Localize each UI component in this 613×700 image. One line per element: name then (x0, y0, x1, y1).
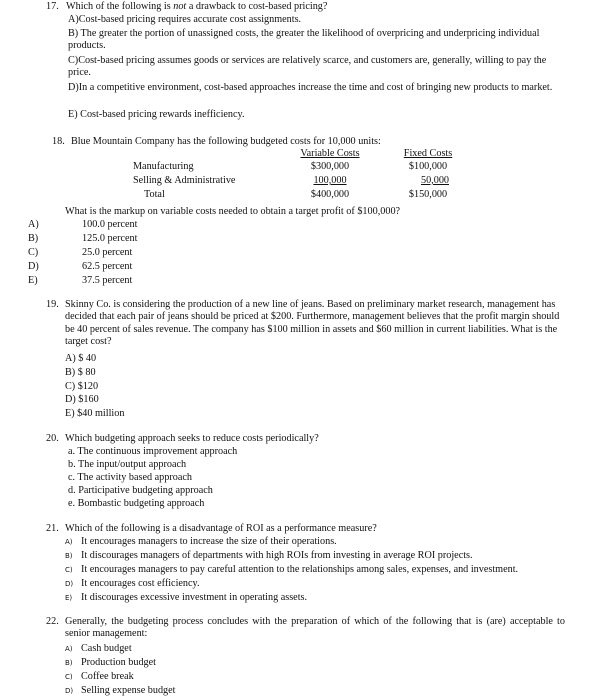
q17-stem-emphasis: not (173, 1, 187, 12)
q17-option-d: D)In a competitive environment, cost-based approaches increase the time and cost of bringing new products to market. (68, 82, 553, 93)
q17-stem-post: a drawback to cost-based pricing? (186, 1, 328, 12)
q17-option-a: A)Cost-based pricing requires accurate cost assignments. (68, 14, 302, 25)
q19-option-a: A) $ 40 (65, 353, 97, 364)
q21-option-letter-a: A) (65, 538, 73, 546)
q18-option-letter-d: D) (28, 261, 39, 272)
cell-selling-variable: 100,000 (313, 175, 347, 186)
q19-option-b: B) $ 80 (65, 367, 96, 378)
q19-stem: Skinny Co. is considering the production of a new line of jeans. Based on preliminary market research, management has decided that each pair of jeans should be priced at $200. Furthermore, management believes that the profit margin should be 40 percent of sales revenue. The company has $100 million in assets and $60 million in current liabilities. What is the target cost? (65, 299, 560, 348)
q22-option-text-b: Production budget (81, 657, 156, 668)
q21-number: 21. (46, 523, 59, 534)
q18-option-letter-c: C) (28, 247, 39, 258)
q18-question: What is the markup on variable costs needed to obtain a target profit of $100,000? (65, 206, 401, 217)
q17-stem (66, 1, 327, 13)
q20-option-a: a. The continuous improvement approach (68, 446, 238, 457)
cell-total-variable: $400,000 (310, 189, 350, 200)
q21-option-text-c: It encourages managers to pay careful attention to the relationships among sales, expenses, and investment. (81, 564, 519, 575)
q18-option-value-d: 62.5 percent (82, 261, 133, 272)
q21-option-text-e: It discourages excessive investment in operating assets. (81, 592, 308, 603)
q20-option-e: e. Bombastic budgeting approach (68, 498, 205, 509)
q18-option-letter-b: B) (28, 233, 39, 244)
q21-option-letter-e: E) (65, 594, 73, 602)
q18-option-value-b: 125.0 percent (82, 233, 138, 244)
row-label-selling-admin: Selling & Administrative (133, 175, 236, 186)
cell-selling-fixed: 50,000 (420, 175, 449, 186)
q20-stem: Which budgeting approach seeks to reduce costs periodically? (65, 433, 319, 444)
q17-number: 17. (46, 1, 59, 12)
q22-number: 22. (46, 616, 59, 627)
q18-number: 18. (52, 136, 65, 147)
q21-option-letter-d: D) (65, 580, 74, 588)
row-label-total: Total (144, 189, 165, 200)
q21-option-text-a: It encourages managers to increase the size of their operations. (81, 536, 337, 547)
q21-stem: Which of the following is a disadvantage of ROI as a performance measure? (65, 523, 377, 534)
q17-option-c: C)Cost-based pricing assumes goods or services are relatively scarce, and customers are, generally, willing to pay the price. (68, 55, 547, 79)
q17-option-e: E) Cost-based pricing rewards inefficiency. (68, 109, 245, 120)
q22-option-text-d: Selling expense budget (81, 685, 176, 696)
q22-option-letter-c: C) (65, 673, 73, 681)
cell-manufacturing-variable: $300,000 (310, 161, 350, 172)
cell-total-fixed: $150,000 (408, 189, 448, 200)
q17-stem-pre: Which of the following is (66, 1, 174, 12)
q22-option-letter-a: A) (65, 645, 73, 653)
q21-option-letter-c: C) (65, 566, 73, 574)
q19-option-e: E) $40 million (65, 408, 125, 419)
q22-option-text-c: Coffee break (81, 671, 134, 682)
q20-option-c: c. The activity based approach (68, 472, 192, 483)
q20-option-d: d. Participative budgeting approach (68, 485, 213, 496)
q22-option-letter-d: D) (65, 687, 74, 695)
col-header-fixed: Fixed Costs (403, 148, 453, 159)
q20-option-b: b. The input/output approach (68, 459, 187, 470)
q21-option-text-b: It discourages managers of departments with high ROIs from investing in average ROI projects. (81, 550, 473, 561)
q19-option-d: D) $160 (65, 394, 99, 405)
q22-option-letter-b: B) (65, 659, 73, 667)
q19-option-c: C) $120 (65, 381, 99, 392)
q18-option-value-e: 37.5 percent (82, 275, 133, 286)
q21-option-letter-b: B) (65, 552, 73, 560)
q21-option-text-d: It encourages cost efficiency. (81, 578, 200, 589)
q18-option-letter-a: A) (28, 219, 39, 230)
q20-number: 20. (46, 433, 59, 444)
q22-stem: Generally, the budgeting process concludes with the preparation of which of the following that is (are) acceptable to senior management: (65, 616, 565, 640)
q22-option-text-a: Cash budget (81, 643, 132, 654)
q18-stem: Blue Mountain Company has the following budgeted costs for 10,000 units: (71, 136, 381, 147)
col-header-variable: Variable Costs (300, 148, 360, 159)
q18-option-letter-e: E) (28, 275, 38, 286)
cell-manufacturing-fixed: $100,000 (408, 161, 448, 172)
q18-option-value-c: 25.0 percent (82, 247, 133, 258)
q19-number: 19. (46, 299, 59, 310)
row-label-manufacturing: Manufacturing (133, 161, 194, 172)
q18-option-value-a: 100.0 percent (82, 219, 138, 230)
q17-option-b: B) The greater the portion of unassigned costs, the greater the likelihood of overpricing and underpricing individual products. (68, 28, 540, 52)
